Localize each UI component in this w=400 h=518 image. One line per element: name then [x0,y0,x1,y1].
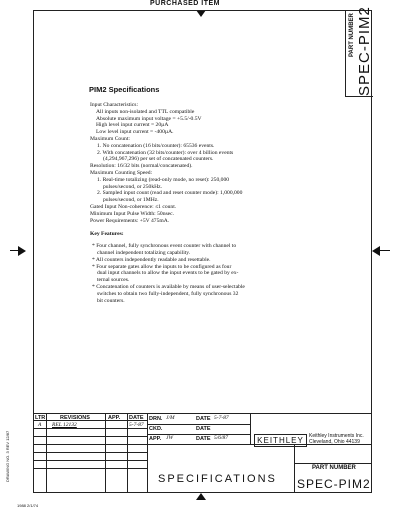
spec-line: 2. Sampled input count (read and reset counter mode): 1,000,000 [97,190,243,197]
bottom-part-number: SPEC-PIM2 [297,477,371,491]
feature-line: * All counters independently readable and resettable. [92,256,211,263]
drn-date: 5-7-87 [214,415,229,421]
spec-line: Input Characteristics: [90,102,138,108]
col-date-header: DATE [129,415,144,421]
tb-line [33,444,147,445]
footer-code: 1988 2/1/74 [17,503,39,508]
spec-line: Minimum Input Pulse Width: 50nsec. [90,210,175,217]
part-number-box-label: PART NUMBER [349,13,355,57]
tb-line [46,413,47,493]
spec-line: Low level input current = -400µA. [96,129,174,136]
tb-line [294,463,372,464]
keithley-logo: KEITHLEY [254,434,307,447]
feature-line: ternal sources. [97,277,130,284]
spec-line: Resolution: 16/32 bits (normal/concatenated). [90,163,193,170]
feature-line: * Four channel, fully synchronous event counter with channel to [92,243,237,250]
drn-value: J/M [166,415,175,421]
spec-line: pulses/second, or 250kHz. [103,183,163,190]
feature-line: dual input channels to allow the input events to be gated by ex- [97,270,239,277]
spec-line: All inputs non-isolated and TTL compatible [96,108,195,115]
drn-label: DRN. [149,416,163,422]
company-line-2: Cleveland, Ohio 44139 [309,439,360,445]
spec-line: 1. Real-time totalizing (read-only mode, no reset): 250,000 [97,176,230,183]
tb-line [147,413,148,493]
bottom-part-number-label: PART NUMBER [312,465,356,471]
left-center-marker [18,246,26,256]
spec-line: Gated Input Non-coherence: ≤1 count. [90,203,177,210]
tb-line [147,434,250,435]
ckd-label: CKD. [149,426,163,432]
feature-line: switches to obtain two fully-independent, fully synchronous 32 [97,290,239,297]
company-line-1: Keithley Instruments Inc. [309,433,364,439]
part-number-box [345,6,373,97]
tb-line [33,468,147,469]
feature-line: * Four separate gates allow the inputs to be configured as four [92,263,232,270]
col-revisions-header: REVISIONS [60,415,90,421]
ckd-date-label: DATE [196,426,211,432]
tb-line [33,460,147,461]
rev-description: REL 12132 [52,422,77,428]
col-app-header: APP. [108,415,121,421]
tb-line [33,436,147,437]
spec-line: Power Requirements: +5V 475mA. [90,217,170,224]
feature-line: channel independent totalizing capability. [97,249,191,256]
right-center-line [378,250,390,251]
rev-date: 5-7-87 [129,422,144,428]
spec-line: 2. With concatenation (32 bits/counter): over 4 billion events [97,149,234,156]
part-number-box-value: SPEC-PIM2 [356,6,373,96]
document-title: PIM2 Specifications [89,85,160,94]
spec-line: High level input current = 20µA [96,122,169,129]
tb-line [33,413,372,414]
tb-line [105,413,106,493]
bottom-center-marker [196,493,206,500]
specifications-body [90,102,290,304]
spec-line: Maximum Counting Speed: [90,169,153,176]
tb-line [33,452,147,453]
document-type: SPECIFICATIONS [158,473,277,485]
tb-line [33,428,147,429]
purchased-item-stamp: PURCHASED ITEM [150,0,221,7]
left-center-line [10,250,20,251]
col-ltr-header: LTR [35,415,46,421]
app-date-label: DATE [196,436,211,442]
rev-letter: A [38,422,42,428]
tb-line [127,413,128,493]
feature-line: * Concatenation of counters is available by means of user-selectable [92,283,245,290]
app-label: APP. [149,436,162,442]
margin-note: DRAWING NO. 3 REV 12/87 [5,430,10,482]
spec-line: Absolute maximum input voltage = +5.5/-0.5V [96,115,202,122]
app-date: 5/6/87 [214,435,229,441]
app-value: JW [166,435,174,441]
tb-line [147,424,250,425]
spec-line: (4,294,967,296) per set of concatenated counters. [103,156,214,163]
spec-line: pulses/second, or 1MHz. [103,197,159,204]
spec-line: Maximum Count: [90,135,130,142]
drn-date-label: DATE [196,416,211,422]
key-features-heading: Key Features: [90,231,124,238]
company-name [309,433,364,445]
feature-line: bit counters. [97,297,125,304]
spec-line: 1. No concatenation (16 bits/counter): 65536 events. [97,142,215,149]
right-center-marker [372,246,380,256]
tb-line [294,444,295,493]
tb-line [250,413,251,444]
